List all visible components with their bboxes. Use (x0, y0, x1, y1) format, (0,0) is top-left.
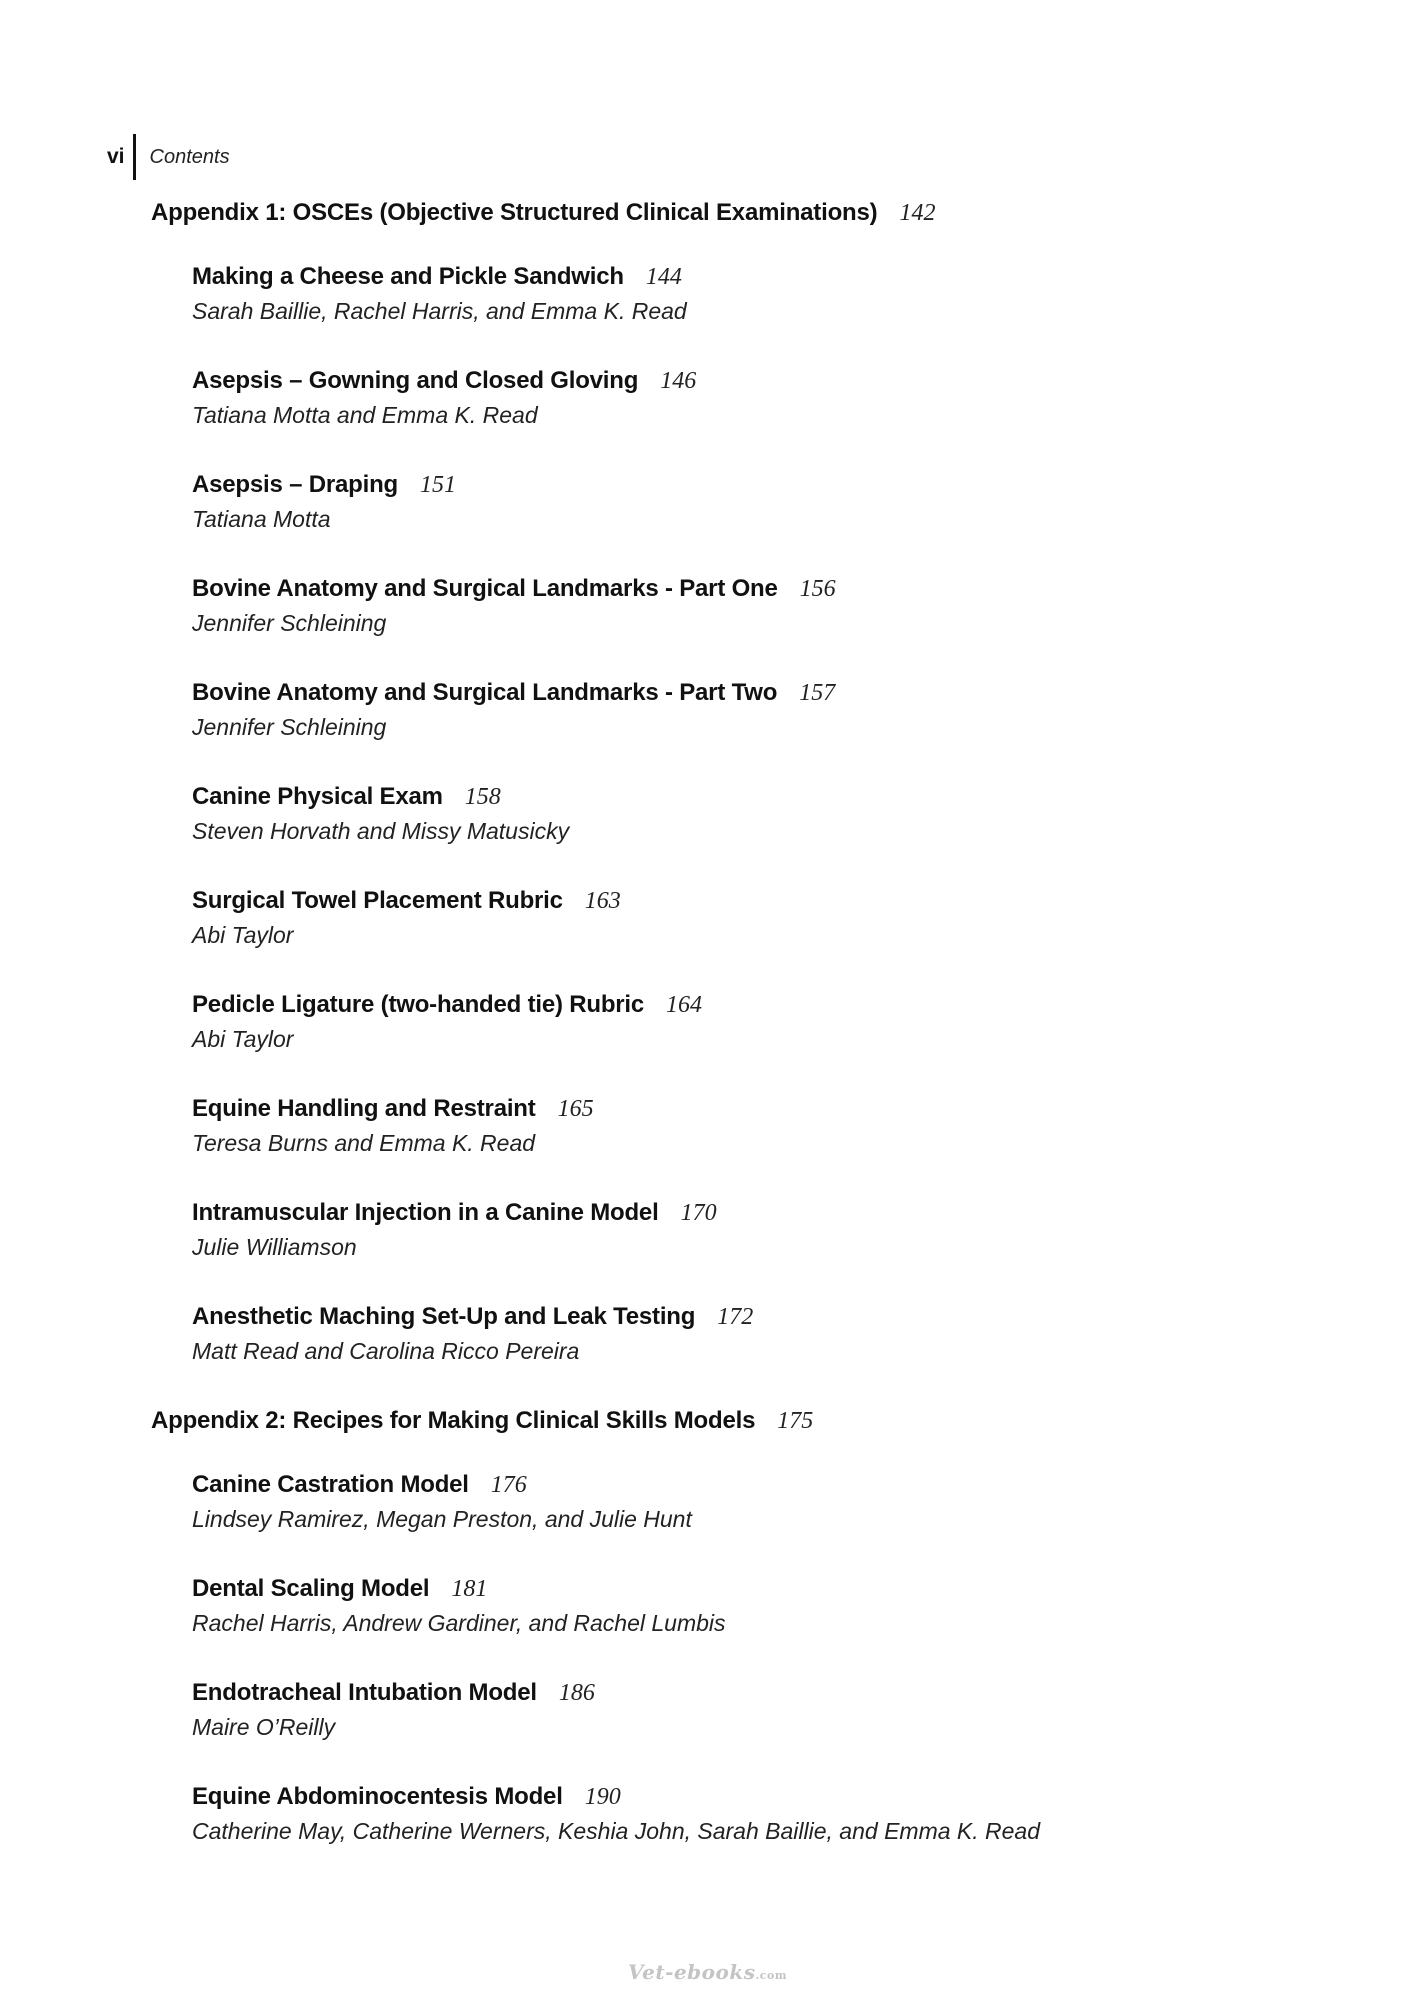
appendix-title: Appendix 2: Recipes for Making Clinical Skills Models (151, 1407, 756, 1434)
toc-entry-heading (192, 1676, 1301, 1710)
toc-entry (192, 364, 1301, 432)
toc-entry (192, 1092, 1301, 1160)
toc-entry (192, 260, 1301, 328)
appendix-page-number: 142 (899, 200, 936, 226)
toc-entry (192, 988, 1301, 1056)
chapter-page-number: 164 (666, 992, 703, 1018)
appendix-title: Appendix 1: OSCEs (Objective Structured Clinical Examinations) (151, 199, 878, 226)
toc-entry-heading (192, 1780, 1301, 1814)
toc-entry (192, 780, 1301, 848)
chapter-authors: Matt Read and Carolina Ricco Pereira (192, 1338, 580, 1364)
chapter-page-number: 156 (799, 576, 836, 602)
toc-entry-heading (192, 468, 1301, 502)
chapter-title: Equine Handling and Restraint (192, 1095, 536, 1122)
toc-entry-heading (192, 260, 1301, 294)
appendix-heading (151, 196, 1301, 230)
chapter-page-number: 146 (660, 368, 697, 394)
chapter-title: Intramuscular Injection in a Canine Model (192, 1199, 659, 1226)
chapter-authors: Teresa Burns and Emma K. Read (192, 1130, 536, 1156)
chapter-page-number: 176 (490, 1472, 527, 1498)
chapter-page-number: 144 (645, 264, 682, 290)
chapter-authors: Abi Taylor (192, 1026, 294, 1052)
chapter-title: Canine Physical Exam (192, 783, 443, 810)
toc-entry-heading (192, 1468, 1301, 1502)
chapter-authors: Sarah Baillie, Rachel Harris, and Emma K. Read (192, 298, 687, 324)
running-title: Contents (149, 145, 230, 168)
toc-entry (192, 572, 1301, 640)
toc-entry (192, 1676, 1301, 1744)
toc-entry (192, 1780, 1301, 1848)
chapter-title: Anesthetic Maching Set-Up and Leak Testing (192, 1303, 696, 1330)
toc-entry (192, 1300, 1301, 1368)
page-number: vi (107, 145, 125, 168)
chapter-authors: Tatiana Motta and Emma K. Read (192, 402, 538, 428)
chapter-title: Pedicle Ligature (two-handed tie) Rubric (192, 991, 645, 1018)
toc-entry-heading (192, 572, 1301, 606)
table-of-contents (151, 196, 1301, 1884)
toc-entry-heading (192, 676, 1301, 710)
toc-entry-heading (192, 1196, 1301, 1230)
chapter-title: Endotracheal Intubation Model (192, 1679, 537, 1706)
chapter-authors: Jennifer Schleining (192, 610, 387, 636)
watermark-logo (628, 1960, 787, 1984)
toc-entry (192, 1196, 1301, 1264)
toc-entry (192, 676, 1301, 744)
chapter-title: Asepsis – Gowning and Closed Gloving (192, 367, 639, 394)
chapter-authors: Catherine May, Catherine Werners, Keshia John, Sarah Baillie, and Emma K. Read (192, 1818, 1041, 1844)
chapter-page-number: 158 (464, 784, 501, 810)
toc-entry-heading (192, 780, 1301, 814)
chapter-authors: Maire O’Reilly (192, 1714, 336, 1740)
chapter-page-number: 186 (558, 1680, 595, 1706)
toc-entry (192, 884, 1301, 952)
chapter-title: Bovine Anatomy and Surgical Landmarks - Part One (192, 575, 778, 602)
chapter-page-number: 157 (799, 680, 836, 706)
chapter-title: Asepsis – Draping (192, 471, 399, 498)
toc-entry-heading (192, 988, 1301, 1022)
watermark-text: Vet-ebooks (628, 1960, 756, 1984)
appendix-page-number: 175 (777, 1408, 814, 1434)
toc-entry-heading (192, 884, 1301, 918)
chapter-title: Bovine Anatomy and Surgical Landmarks - Part Two (192, 679, 778, 706)
chapter-authors: Jennifer Schleining (192, 714, 387, 740)
page-header (107, 134, 230, 180)
chapter-authors: Steven Horvath and Missy Matusicky (192, 818, 570, 844)
chapter-page-number: 181 (451, 1576, 488, 1602)
chapter-title: Equine Abdominocentesis Model (192, 1783, 563, 1810)
toc-entry-heading (192, 1300, 1301, 1334)
chapter-authors: Rachel Harris, Andrew Gardiner, and Rachel Lumbis (192, 1610, 726, 1636)
toc-entry-heading (192, 1092, 1301, 1126)
chapter-title: Making a Cheese and Pickle Sandwich (192, 263, 624, 290)
chapter-page-number: 163 (584, 888, 621, 914)
chapter-page-number: 151 (420, 472, 457, 498)
chapter-authors: Tatiana Motta (192, 506, 331, 532)
chapter-title: Surgical Towel Placement Rubric (192, 887, 563, 914)
chapter-page-number: 172 (717, 1304, 754, 1330)
chapter-page-number: 170 (680, 1200, 717, 1226)
chapter-title: Canine Castration Model (192, 1471, 469, 1498)
watermark-suffix: .com (755, 1969, 787, 1982)
toc-entry-heading (192, 364, 1301, 398)
toc-entry (192, 1572, 1301, 1640)
toc-entry-heading (192, 1572, 1301, 1606)
chapter-title: Dental Scaling Model (192, 1575, 430, 1602)
chapter-page-number: 190 (584, 1784, 621, 1810)
toc-entry (192, 1468, 1301, 1536)
toc-entry (192, 468, 1301, 536)
chapter-page-number: 165 (557, 1096, 594, 1122)
chapter-authors: Abi Taylor (192, 922, 294, 948)
appendix-heading (151, 1404, 1301, 1438)
chapter-authors: Lindsey Ramirez, Megan Preston, and Julie Hunt (192, 1506, 692, 1532)
chapter-authors: Julie Williamson (192, 1234, 357, 1260)
